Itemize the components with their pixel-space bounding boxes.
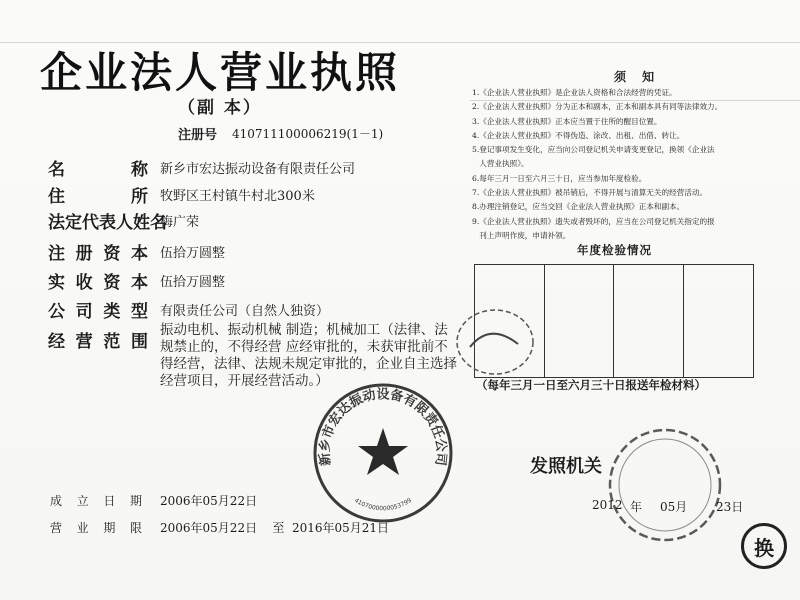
field-label-char: 资: [103, 244, 121, 264]
field-value: 新乡市宏达振动设备有限责任公司: [160, 162, 356, 177]
field-label: [48, 155, 148, 180]
field-label-char: 注: [48, 244, 65, 264]
field-label-char: 所: [131, 187, 148, 207]
notice-item: 1.《企业法人营业执照》是企业法人资格和合法经营的凭证。: [472, 88, 677, 97]
field-label-char: 资: [103, 273, 121, 293]
date-value: 2006年05月22日: [160, 494, 258, 508]
field-value: 伍拾万圆整: [160, 246, 226, 261]
reg-no: 410711100006219(1－1): [232, 127, 384, 141]
company-seal: [308, 378, 458, 528]
seal-code: 4107000000053799: [353, 496, 413, 513]
inspection-cell: [545, 265, 615, 377]
field-label-char: 称: [131, 160, 148, 180]
notice-item: 8.办理注销登记，应当交回《企业法人营业执照》正本和副本。: [472, 202, 685, 212]
notice-item: 刊上声明作废，申请补领。: [472, 230, 571, 240]
notice-item: 9.《企业法人营业执照》遗失或者毁坏的，应当在公司登记机关指定的报: [472, 216, 715, 226]
field-label: [48, 327, 148, 352]
date-label: [50, 492, 142, 509]
replaced-stamp: 换: [741, 523, 787, 569]
notice-item: 3.《企业法人营业执照》正本应当置于住所的醒目位置。: [472, 116, 662, 126]
field-label: [48, 297, 148, 322]
field-label-char: 经: [48, 332, 65, 352]
field-label-char: 住: [48, 187, 65, 207]
copy-label: （副 本）: [178, 98, 262, 118]
inspection-seal: [450, 302, 540, 382]
field-label-char: 型: [130, 302, 148, 322]
field-label-char: 本: [130, 244, 148, 264]
field-label-char: 类: [103, 302, 121, 322]
notice-item: 7.《企业法人营业执照》被吊销后，不得开展与清算无关的经营活动。: [472, 188, 708, 198]
date-label-char: 日: [103, 494, 116, 508]
notice-list: [472, 86, 772, 243]
field-label: [48, 208, 167, 233]
inspection-note: （每年三月一日至六月三十日报送年检材料）: [476, 378, 706, 392]
field-label-char: 营: [75, 332, 93, 352]
date-label-char: 立: [76, 494, 89, 508]
reg-no-label: 注册号: [178, 128, 218, 143]
field-value: 梅广荣: [160, 215, 200, 230]
field-label-char: 法定代表人姓名: [48, 213, 167, 233]
date-label-char: 期: [103, 521, 116, 535]
field-label: [48, 182, 148, 207]
field-label-char: 实: [48, 273, 65, 293]
field-label-char: 范: [103, 332, 121, 352]
issuer-label: 发照机关: [530, 456, 602, 477]
field-label: [48, 239, 148, 264]
field-label-char: 收: [75, 273, 93, 293]
notice-item: 2.《企业法人营业执照》分为正本和副本，正本和副本具有同等法律效力。: [472, 102, 723, 112]
field-value: 牧野区王村镇牛村北300米: [160, 189, 315, 204]
notice-item: 5.登记事项发生变化，应当向公司登记机关申请变更登记，换领《企业法: [472, 145, 715, 155]
inspection-cell: [614, 265, 684, 377]
notice-title: 须 知: [614, 70, 661, 84]
field-label-char: 名: [48, 160, 65, 180]
inspection-cell: [684, 265, 754, 377]
date-label-char: 营: [50, 521, 63, 535]
date-label-char: 限: [129, 521, 142, 535]
notice-item: 4.《企业法人营业执照》不得伪造、涂改、出租、出借、转让。: [472, 130, 685, 140]
date-label-char: 成: [50, 494, 63, 508]
field-value: 有限责任公司（自然人独资）: [160, 304, 330, 319]
field-label-char: 本: [130, 273, 148, 293]
document-title: 企业法人营业执照: [40, 48, 401, 97]
issue-year: 2012: [592, 498, 623, 512]
issue-day: 23日: [716, 500, 744, 514]
business-scope: 振动电机、振动机械 制造；机械加工（法律、法规禁止的，不得经营 应经审批的，未获审批前不得经营，法律、法规未规定审批的，企业自主选择经营项目，开展经营活动。）: [160, 322, 457, 389]
inspection-title: 年度检验情况: [577, 243, 652, 257]
notice-item: 6.每年三月一日至六月三十日，应当参加年度检验。: [472, 173, 647, 183]
issue-month: 05月: [660, 500, 688, 514]
field-value: 伍拾万圆整: [160, 275, 226, 290]
field-label: [48, 268, 148, 293]
field-label-char: 司: [75, 302, 93, 322]
date-label-char: 业: [76, 521, 89, 535]
field-label-char: 册: [75, 244, 93, 264]
field-label-char: 公: [48, 302, 65, 322]
field-label-char: 围: [130, 332, 148, 352]
notice-item: 人营业执照》。: [472, 159, 529, 169]
date-label-char: 期: [129, 494, 142, 508]
issuer-seal: [600, 420, 730, 550]
date-label: [50, 519, 142, 536]
star-icon: [358, 428, 408, 475]
seal-name: 新乡市宏达振动设备有限责任公司: [317, 387, 449, 467]
date-value: 2006年05月22日 至 2016年05月21日: [160, 521, 390, 535]
issue-year-unit: 年: [630, 500, 643, 514]
